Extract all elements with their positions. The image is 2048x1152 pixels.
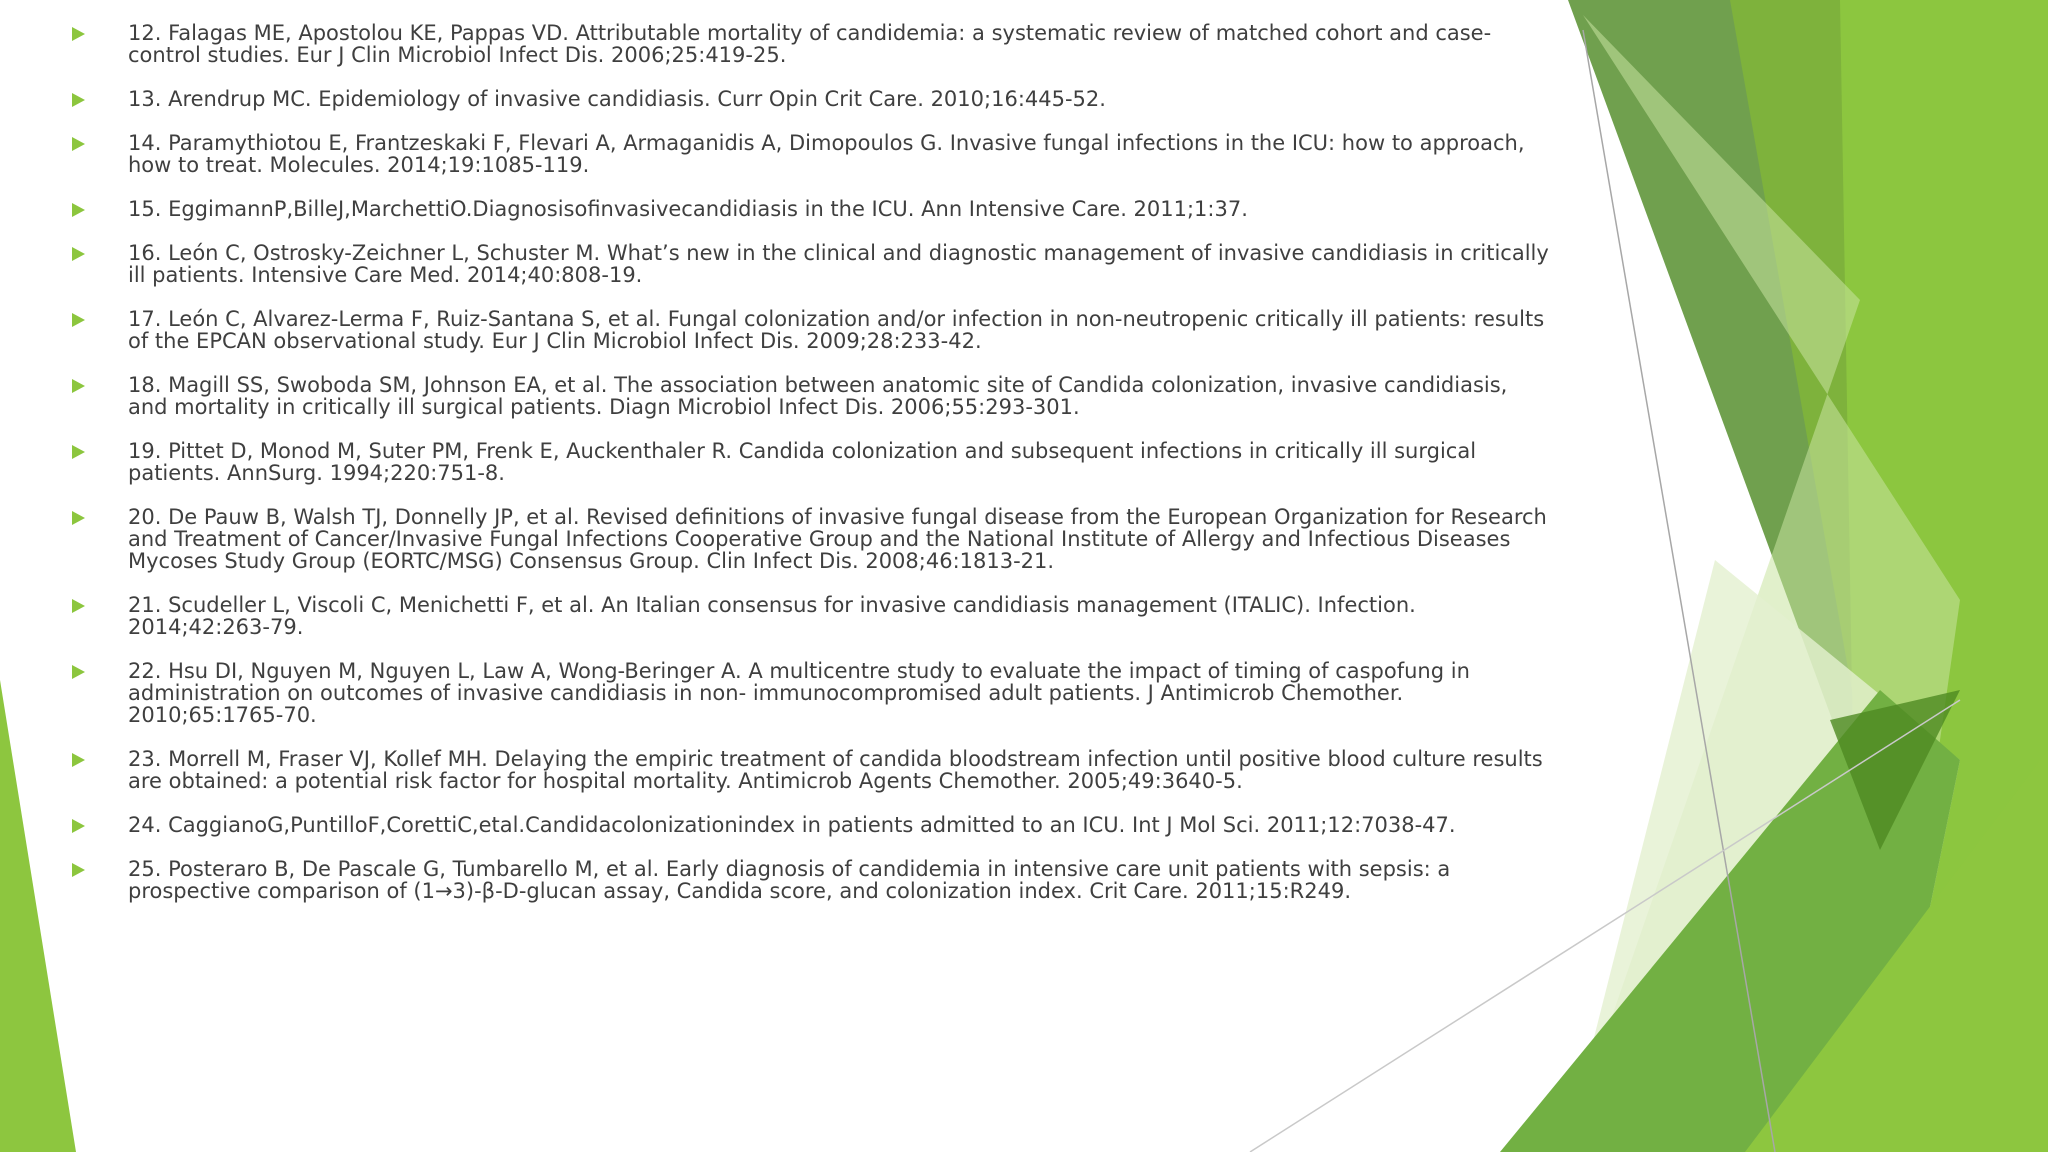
reference-item xyxy=(70,242,1550,286)
reference-text: 13. Arendrup MC. Epidemiology of invasive candidiasis. Curr Opin Crit Care. 2010;16:445-52. xyxy=(128,87,1106,111)
triangle-right-icon xyxy=(72,313,85,327)
reference-item xyxy=(70,374,1550,418)
triangle-right-icon xyxy=(72,445,85,459)
reference-text: 19. Pittet D, Monod M, Suter PM, Frenk E, Auckenthaler R. Candida colonization and subsequent infections in critically ill surgical patients. AnnSurg. 1994;220:751-8. xyxy=(128,439,1477,485)
reference-item xyxy=(70,748,1550,792)
triangle-right-icon xyxy=(72,93,85,107)
triangle-right-icon xyxy=(72,863,85,877)
reference-item xyxy=(70,440,1550,484)
reference-text: 20. De Pauw B, Walsh TJ, Donnelly JP, et al. Revised definitions of invasive fungal disease from the European Organization for Research and Treatment of Cancer/Invasive Fungal Infections Cooperative Group and the National Institute of Allergy and Infectious Diseases Mycoses Study Group (EORTC/MSG) Consensus Group. Clin Infect Dis. 2008;46:1813-21. xyxy=(128,505,1547,573)
reference-item xyxy=(70,22,1550,66)
reference-item xyxy=(70,308,1550,352)
reference-list xyxy=(70,22,1550,924)
triangle-right-icon xyxy=(72,247,85,261)
triangle-right-icon xyxy=(72,379,85,393)
triangle-right-icon xyxy=(72,753,85,767)
reference-text: 15. EggimannP,BilleJ,MarchettiO.Diagnosisofinvasivecandidiasis in the ICU. Ann Intensive Care. 2011;1:37. xyxy=(128,197,1248,221)
triangle-right-icon xyxy=(72,27,85,41)
reference-item xyxy=(70,858,1550,902)
triangle-right-icon xyxy=(72,137,85,151)
triangle-right-icon xyxy=(72,665,85,679)
reference-text: 25. Posteraro B, De Pascale G, Tumbarello M, et al. Early diagnosis of candidemia in intensive care unit patients with sepsis: a prospective comparison of (1→3)-β-D-glucan assay, Candida score, and colonization index. Crit Care. 2011;15:R249. xyxy=(128,857,1451,903)
reference-text: 24. CaggianoG,PuntilloF,CorettiC,etal.Candidacolonizationindex in patients admitted to an ICU. Int J Mol Sci. 2011;12:7038-47. xyxy=(128,813,1456,837)
reference-item xyxy=(70,594,1550,638)
reference-text: 12. Falagas ME, Apostolou KE, Pappas VD. Attributable mortality of candidemia: a systematic review of matched cohort and case-control studies. Eur J Clin Microbiol Infect Dis. 2006;25:419-25. xyxy=(128,21,1492,67)
reference-item xyxy=(70,132,1550,176)
left-green-sliver xyxy=(0,680,76,1152)
reference-text: 14. Paramythiotou E, Frantzeskaki F, Flevari A, Armaganidis A, Dimopoulos G. Invasive fungal infections in the ICU: how to approach, how to treat. Molecules. 2014;19:1085-119. xyxy=(128,131,1525,177)
triangle-right-icon xyxy=(72,511,85,525)
reference-text: 23. Morrell M, Fraser VJ, Kollef MH. Delaying the empiric treatment of candida bloodstream infection until positive blood culture results are obtained: a potential risk factor for hospital mortality. Antimicrob Agents Chemother. 2005;49:3640-5. xyxy=(128,747,1543,793)
reference-text: 18. Magill SS, Swoboda SM, Johnson EA, et al. The association between anatomic site of Candida colonization, invasive candidiasis, and mortality in critically ill surgical patients. Diagn Microbiol Infect Dis. 2006;55:293-301. xyxy=(128,373,1508,419)
reference-item xyxy=(70,198,1550,220)
reference-text: 17. León C, Alvarez-Lerma F, Ruiz-Santana S, et al. Fungal colonization and/or infection in non-neutropenic critically ill patients: results of the EPCAN observational study. Eur J Clin Microbiol Infect Dis. 2009;28:233-42. xyxy=(128,307,1545,353)
reference-item xyxy=(70,88,1550,110)
reference-item xyxy=(70,814,1550,836)
triangle-right-icon xyxy=(72,203,85,217)
reference-item xyxy=(70,506,1550,572)
reference-text: 21. Scudeller L, Viscoli C, Menichetti F, et al. An Italian consensus for invasive candidiasis management (ITALIC). Infection. 2014;42:263-79. xyxy=(128,593,1416,639)
triangle-right-icon xyxy=(72,599,85,613)
reference-item xyxy=(70,660,1550,726)
reference-text: 22. Hsu DI, Nguyen M, Nguyen L, Law A, Wong-Beringer A. A multicentre study to evaluate the impact of timing of caspofung in administration on outcomes of invasive candidiasis in non- immunocompromised adult patients. J Antimicrob Chemother. 2010;65:1765-70. xyxy=(128,659,1470,727)
reference-text: 16. León C, Ostrosky-Zeichner L, Schuster M. What’s new in the clinical and diagnostic management of invasive candidiasis in critically ill patients. Intensive Care Med. 2014;40:808-19. xyxy=(128,241,1549,287)
triangle-right-icon xyxy=(72,819,85,833)
